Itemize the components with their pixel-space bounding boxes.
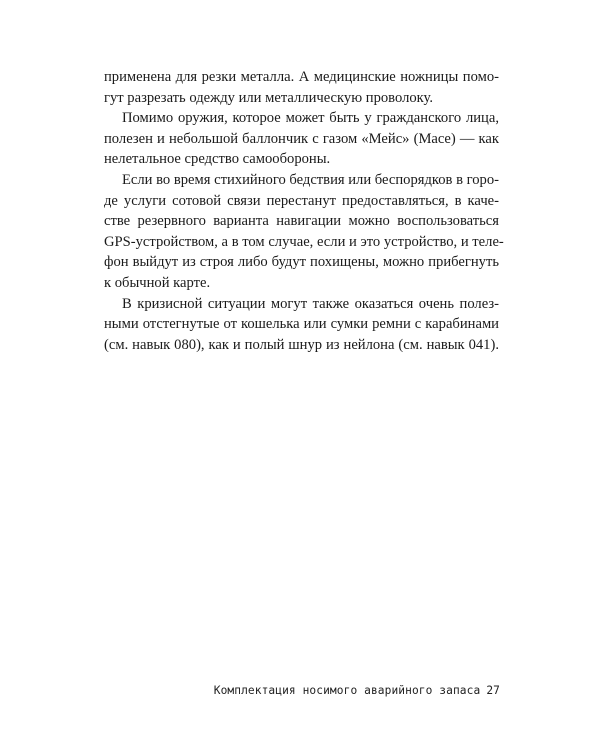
paragraph-mace [104,108,499,170]
page-footer [190,684,500,697]
text-line: Если во время стихийного бедствия или беспорядков в горо- [122,171,499,188]
text-line: полезен и небольшой баллончик с газом «Мейс» (Mace) — как [104,130,499,147]
text-line: ными отстегнутые от кошелька или сумки ремни с карабинами [104,316,499,333]
paragraph-continuation [104,67,499,108]
paragraph-navigation [104,170,504,294]
running-title: Комплектация носимого аварийного запаса [213,684,481,697]
body-text [104,67,504,355]
text-line: (см. навык 080), как и полый шнур из нейлона (см. навык 041). [104,336,499,353]
text-line: В кризисной ситуации могут также оказаться очень полез- [122,295,499,312]
paragraph-crisis [104,294,499,356]
text-line: гут разрезать одежду или металлическую проволоку. [104,89,434,106]
text-line: нелетальное средство самообороны. [104,151,331,168]
page-number: 27 [486,684,500,697]
text-line: стве резервного варианта навигации можно воспользоваться [104,213,499,230]
text-line: к обычной карте. [104,274,211,291]
text-line: применена для резки металла. А медицинские ножницы помо- [104,69,499,85]
text-line: Помимо оружия, которое может быть у гражданского лица, [122,110,499,127]
text-line: GPS-устройством, а в том случае, если и это устройство, и теле- [104,233,504,250]
text-line: фон выйдут из строя либо будут похищены, можно прибегнуть [104,254,499,271]
text-line: де услуги сотовой связи перестанут предоставляться, в каче- [104,192,499,209]
